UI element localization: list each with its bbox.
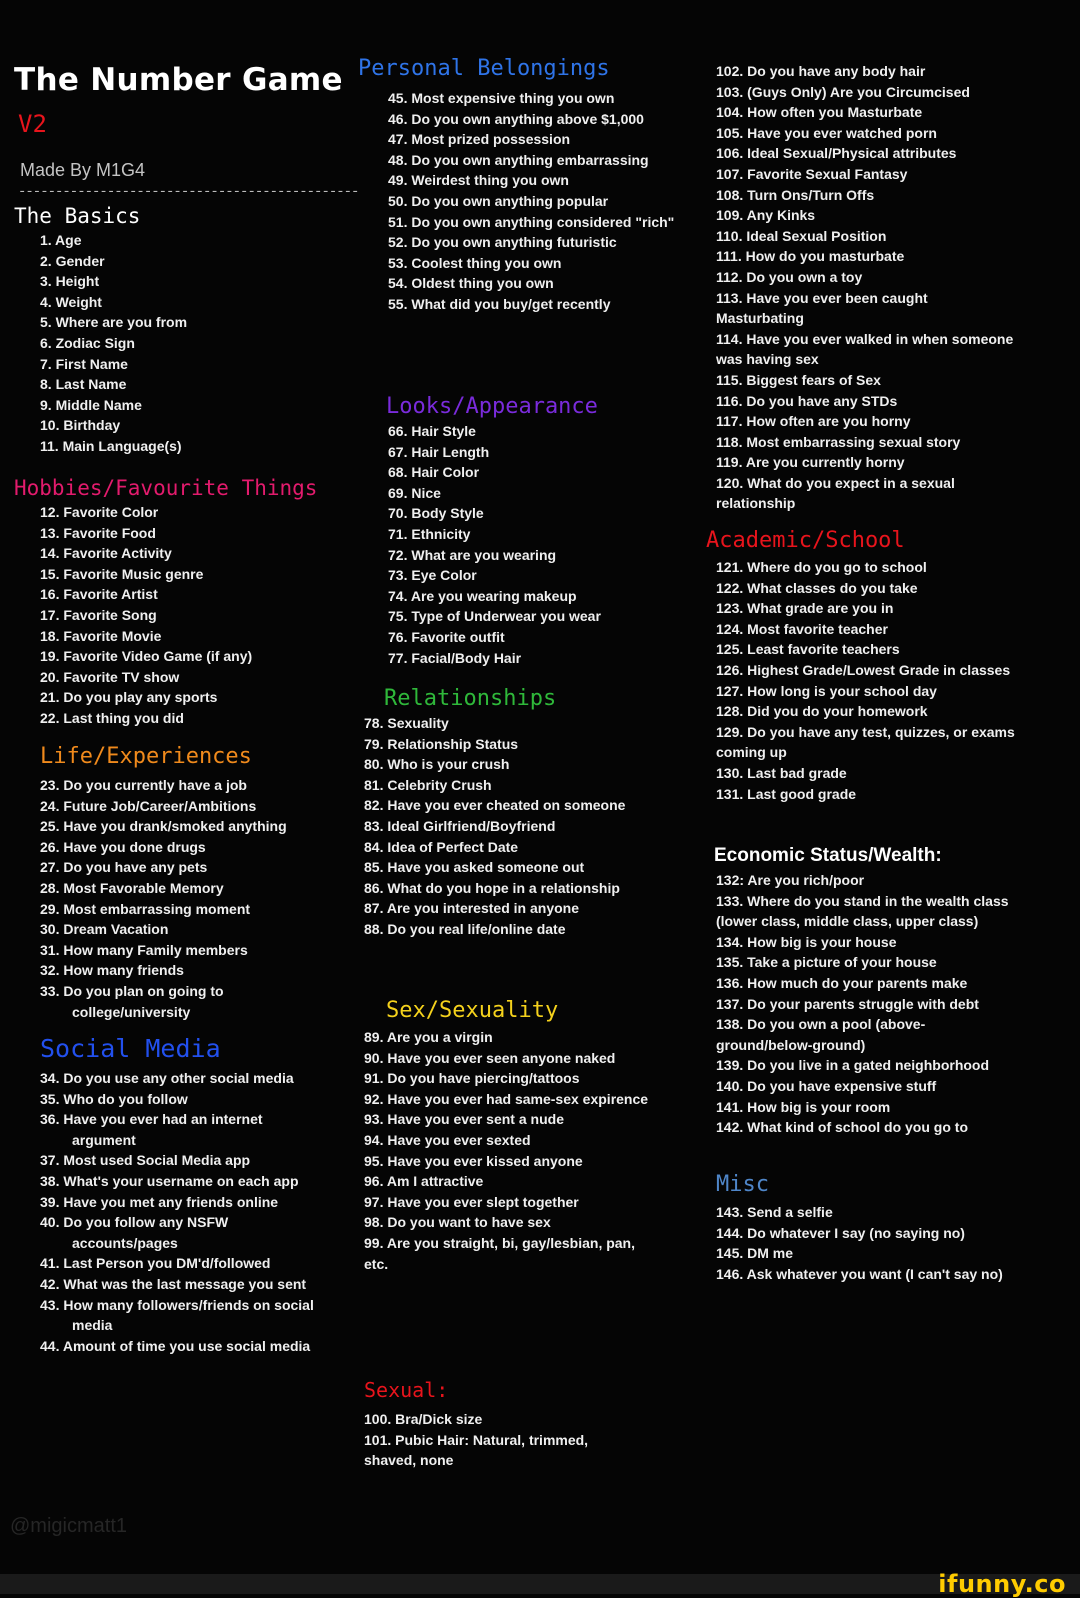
question-item: 144. Do whatever I say (no saying no) <box>716 1224 965 1241</box>
question-item: 98. Do you want to have sex <box>364 1214 551 1231</box>
question-item: 119. Are you currently horny <box>716 454 905 471</box>
question-item: 73. Eye Color <box>388 567 477 584</box>
watermark-handle: @migicmatt1 <box>10 1515 127 1537</box>
question-item: 132: Are you rich/poor <box>716 872 865 888</box>
question-item: 43. How many followers/friends on social media <box>40 1296 314 1334</box>
question-item: 3. Height <box>40 273 100 290</box>
ifunny-logo[interactable]: ifunny.co <box>938 1570 1066 1598</box>
question-item: 109. Any Kinks <box>716 207 816 224</box>
question-item: 112. Do you own a toy <box>716 268 863 285</box>
question-item: 120. What do you expect in a sexual relationship <box>716 474 955 512</box>
version-label: V2 <box>18 110 47 138</box>
question-item: 107. Favorite Sexual Fantasy <box>716 165 908 182</box>
question-item: 8. Last Name <box>40 376 127 393</box>
question-item: 6. Zodiac Sign <box>40 334 135 351</box>
question-item: 45. Most expensive thing you own <box>388 90 615 106</box>
question-list-basics <box>40 230 300 457</box>
question-item: 106. Ideal Sexual/Physical attributes <box>716 145 957 162</box>
section-heading-hobbies: Hobbies/Favourite Things <box>14 476 318 500</box>
question-list-belongings <box>388 88 678 315</box>
section-heading-looks: Looks/Appearance <box>386 394 598 419</box>
question-item: 94. Have you ever sexted <box>364 1131 531 1148</box>
question-item: 71. Ethnicity <box>388 525 471 542</box>
question-item: 103. (Guys Only) Are you Circumcised <box>716 83 970 100</box>
question-item: 72. What are you wearing <box>388 546 557 563</box>
divider-line: ---------------------------------------------- <box>18 184 359 200</box>
question-item: 129. Do you have any test, quizzes, or exams coming up <box>716 723 1015 761</box>
question-item: 46. Do you own anything above $1,000 <box>388 110 644 127</box>
question-item: 75. Type of Underwear you wear <box>388 608 601 625</box>
question-item: 101. Pubic Hair: Natural, trimmed, shaved, none <box>364 1431 589 1469</box>
question-item: 139. Do you live in a gated neighborhood <box>716 1057 990 1074</box>
question-list-academic <box>716 557 1016 804</box>
question-item: 114. Have you ever walked in when someone was having sex <box>716 330 1014 368</box>
question-item: 13. Favorite Food <box>40 524 156 541</box>
question-list-misc <box>716 1202 1016 1284</box>
question-item: 91. Do you have piercing/tattoos <box>364 1070 580 1087</box>
question-item: 90. Have you ever seen anyone naked <box>364 1049 616 1066</box>
question-item: 69. Nice <box>388 484 441 501</box>
question-item: 54. Oldest thing you own <box>388 275 554 292</box>
question-item: 135. Take a picture of your house <box>716 954 937 971</box>
question-item: 27. Do you have any pets <box>40 859 208 876</box>
question-item: 93. Have you ever sent a nude <box>364 1111 564 1128</box>
question-item: 126. Highest Grade/Lowest Grade in classes <box>716 661 1011 678</box>
question-item: 36. Have you ever had an internet argument <box>40 1111 263 1148</box>
question-item: 55. What did you buy/get recently <box>388 295 611 312</box>
question-item: 97. Have you ever slept together <box>364 1193 579 1210</box>
question-item: 128. Did you do your homework <box>716 703 928 720</box>
question-item: 95. Have you ever kissed anyone <box>364 1152 583 1169</box>
question-item: 1. Age <box>40 232 82 248</box>
question-item: 115. Biggest fears of Sex <box>716 371 881 388</box>
question-item: 125. Least favorite teachers <box>716 641 900 658</box>
question-item: 113. Have you ever been caught Masturbating <box>716 289 928 327</box>
question-item: 19. Favorite Video Game (if any) <box>40 648 253 665</box>
section-heading-social: Social Media <box>40 1034 221 1063</box>
question-item: 48. Do you own anything embarrassing <box>388 151 649 168</box>
section-heading-misc: Misc <box>716 1172 769 1197</box>
section-heading-life: Life/Experiences <box>40 744 252 769</box>
section-heading-basics: The Basics <box>14 204 141 228</box>
question-item: 35. Who do you follow <box>40 1090 188 1107</box>
question-item: 12. Favorite Color <box>40 504 159 520</box>
question-item: 15. Favorite Music genre <box>40 565 204 582</box>
section-heading-sexuality: Sex/Sexuality <box>386 998 559 1023</box>
question-item: 70. Body Style <box>388 505 484 522</box>
question-item: 23. Do you currently have a job <box>40 777 247 793</box>
question-list-hobbies <box>40 502 315 729</box>
question-item: 42. What was the last message you sent <box>40 1275 307 1292</box>
question-item: 89. Are you a virgin <box>364 1029 493 1045</box>
question-item: 121. Where do you go to school <box>716 559 927 575</box>
question-item: 117. How often are you horny <box>716 413 911 430</box>
question-list-sexuality <box>364 1027 654 1274</box>
question-item: 96. Am I attractive <box>364 1173 484 1190</box>
question-item: 66. Hair Style <box>388 423 476 439</box>
question-item: 52. Do you own anything futuristic <box>388 234 617 251</box>
question-item: 16. Favorite Artist <box>40 586 158 603</box>
question-item: 4. Weight <box>40 293 102 310</box>
question-item: 136. How much do your parents make <box>716 974 968 991</box>
question-list-looks <box>388 421 678 668</box>
question-item: 138. Do you own a pool (above-ground/below-ground) <box>716 1016 926 1053</box>
question-item: 88. Do you real life/online date <box>364 920 566 937</box>
section-heading-academic: Academic/School <box>706 528 905 553</box>
question-item: 31. How many Family members <box>40 941 248 958</box>
question-item: 51. Do you own anything considered "rich" <box>388 213 675 230</box>
question-list-life <box>40 775 330 1022</box>
question-item: 86. What do you hope in a relationship <box>364 879 620 896</box>
author-byline: Made By M1G4 <box>20 160 146 180</box>
question-item: 84. Idea of Perfect Date <box>364 838 519 855</box>
question-item: 32. How many friends <box>40 962 184 979</box>
question-item: 77. Facial/Body Hair <box>388 649 522 666</box>
question-item: 37. Most used Social Media app <box>40 1152 251 1169</box>
question-item: 53. Coolest thing you own <box>388 254 562 271</box>
section-heading-relationships: Relationships <box>384 686 557 711</box>
question-item: 20. Favorite TV show <box>40 668 180 685</box>
question-item: 11. Main Language(s) <box>40 437 182 454</box>
question-list-economic <box>716 870 1016 1138</box>
question-item: 78. Sexuality <box>364 715 449 731</box>
question-item: 104. How often you Masturbate <box>716 104 923 121</box>
question-item: 140. Do you have expensive stuff <box>716 1077 937 1094</box>
question-item: 124. Most favorite teacher <box>716 620 888 637</box>
question-item: 7. First Name <box>40 355 128 372</box>
question-list-sexual-continued <box>716 61 1016 514</box>
question-item: 142. What kind of school do you go to <box>716 1119 968 1136</box>
question-item: 33. Do you plan on going to college/university <box>40 982 224 1020</box>
question-item: 143. Send a selfie <box>716 1204 833 1220</box>
question-item: 92. Have you ever had same-sex expirence <box>364 1090 649 1107</box>
question-item: 123. What grade are you in <box>716 600 894 617</box>
question-item: 76. Favorite outfit <box>388 628 505 645</box>
question-list-social <box>40 1068 330 1356</box>
question-item: 2. Gender <box>40 252 105 269</box>
question-item: 82. Have you ever cheated on someone <box>364 797 626 814</box>
question-item: 67. Hair Length <box>388 443 490 460</box>
question-item: 49. Weirdest thing you own <box>388 172 569 189</box>
question-item: 30. Dream Vacation <box>40 921 169 938</box>
question-item: 85. Have you asked someone out <box>364 859 585 876</box>
question-item: 68. Hair Color <box>388 464 480 481</box>
question-item: 21. Do you play any sports <box>40 689 218 706</box>
question-item: 87. Are you interested in anyone <box>364 900 579 917</box>
section-heading-belongings: Personal Belongings <box>358 56 610 81</box>
question-item: 81. Celebrity Crush <box>364 776 492 793</box>
question-item: 41. Last Person you DM'd/followed <box>40 1255 271 1272</box>
question-item: 29. Most embarrassing moment <box>40 900 251 917</box>
question-item: 116. Do you have any STDs <box>716 392 898 409</box>
question-item: 108. Turn Ons/Turn Offs <box>716 186 875 203</box>
question-item: 10. Birthday <box>40 417 121 434</box>
question-item: 83. Ideal Girlfriend/Boyfriend <box>364 817 556 834</box>
question-item: 79. Relationship Status <box>364 735 519 752</box>
question-item: 137. Do your parents struggle with debt <box>716 995 979 1012</box>
question-item: 25. Have you drank/smoked anything <box>40 818 287 835</box>
question-item: 110. Ideal Sexual Position <box>716 227 887 244</box>
question-item: 105. Have you ever watched porn <box>716 124 937 141</box>
question-item: 145. DM me <box>716 1245 794 1262</box>
question-item: 130. Last bad grade <box>716 764 847 781</box>
question-list-relationships <box>364 713 654 940</box>
question-item: 111. How do you masturbate <box>716 248 905 265</box>
question-item: 22. Last thing you did <box>40 709 184 726</box>
question-item: 18. Favorite Movie <box>40 627 162 644</box>
question-item: 127. How long is your school day <box>716 682 937 699</box>
question-item: 99. Are you straight, bi, gay/lesbian, pan, etc. <box>364 1234 635 1272</box>
question-item: 102. Do you have any body hair <box>716 63 926 79</box>
page-title: The Number Game <box>14 62 343 98</box>
question-list-sexual <box>364 1409 624 1471</box>
question-item: 5. Where are you from <box>40 314 188 331</box>
question-item: 28. Most Favorable Memory <box>40 879 224 896</box>
question-item: 47. Most prized possession <box>388 131 571 148</box>
question-item: 40. Do you follow any NSFW accounts/pages <box>40 1214 229 1251</box>
question-item: 14. Favorite Activity <box>40 545 172 562</box>
question-item: 9. Middle Name <box>40 396 142 413</box>
question-item: 26. Have you done drugs <box>40 838 206 855</box>
question-item: 141. How big is your room <box>716 1098 891 1115</box>
question-item: 17. Favorite Song <box>40 606 157 623</box>
footer-bar <box>0 1574 1080 1594</box>
question-item: 50. Do you own anything popular <box>388 192 609 209</box>
section-heading-sexual: Sexual: <box>364 1378 449 1402</box>
question-item: 34. Do you use any other social media <box>40 1070 294 1086</box>
question-item: 74. Are you wearing makeup <box>388 587 577 604</box>
question-item: 134. How big is your house <box>716 933 897 950</box>
question-item: 80. Who is your crush <box>364 756 510 773</box>
question-item: 133. Where do you stand in the wealth class (lower class, middle class, upper class) <box>716 892 1009 930</box>
question-item: 131. Last good grade <box>716 785 857 802</box>
question-item: 24. Future Job/Career/Ambitions <box>40 797 257 814</box>
question-item: 118. Most embarrassing sexual story <box>716 433 961 450</box>
section-heading-economic: Economic Status/Wealth: <box>714 845 942 866</box>
question-item: 38. What's your username on each app <box>40 1172 299 1189</box>
question-item: 39. Have you met any friends online <box>40 1193 279 1210</box>
question-item: 122. What classes do you take <box>716 579 918 596</box>
question-item: 146. Ask whatever you want (I can't say no) <box>716 1265 1003 1282</box>
question-item: 100. Bra/Dick size <box>364 1411 483 1427</box>
question-item: 44. Amount of time you use social media <box>40 1337 311 1354</box>
